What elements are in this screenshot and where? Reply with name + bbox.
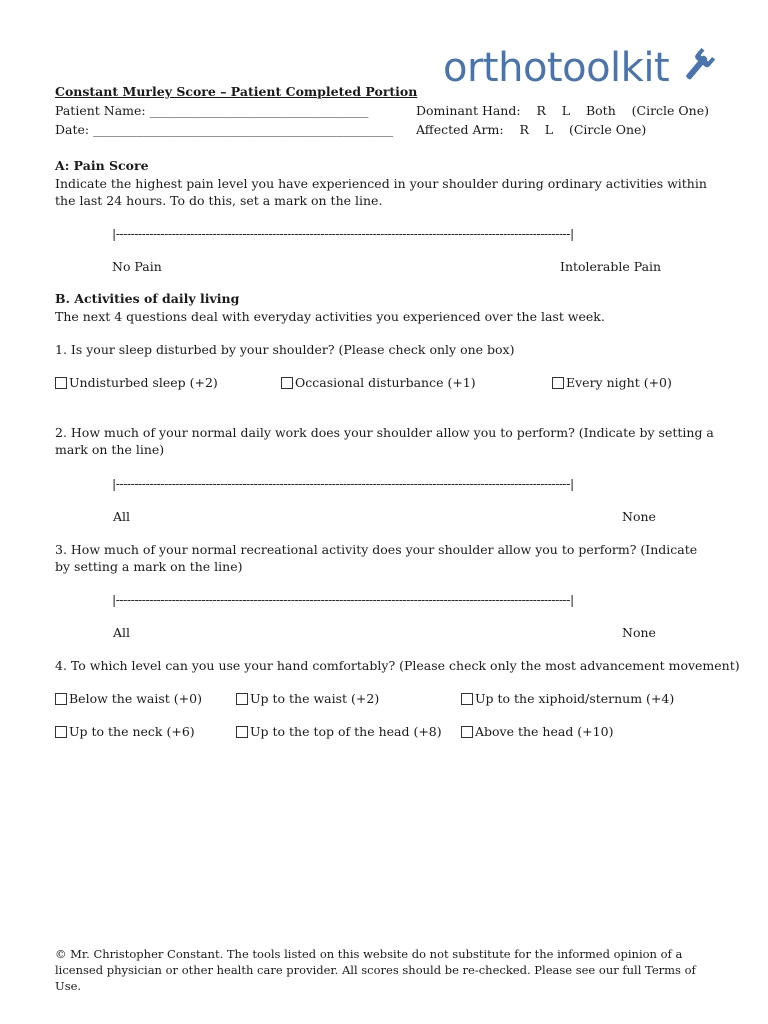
affected-arm-field[interactable]: Affected Arm: R L (Circle One) xyxy=(416,122,647,137)
checkbox[interactable] xyxy=(461,693,473,705)
question-4: 4. To which level can you use your hand comfortably? (Please check only the most advancement movement) xyxy=(55,658,740,673)
checkbox[interactable] xyxy=(236,693,248,705)
pain-score-heading: A: Pain Score xyxy=(55,158,149,173)
recreation-all-label: All xyxy=(113,625,131,640)
adl-intro: The next 4 questions deal with everyday activities you experienced over the last week. xyxy=(55,309,605,324)
patient-name-field[interactable]: Patient Name: ___________________________________ xyxy=(55,103,369,118)
question-1: 1. Is your sleep disturbed by your shoulder? (Please check only one box) xyxy=(55,342,515,357)
checkbox[interactable] xyxy=(281,377,293,389)
dominant-hand-field[interactable]: Dominant Hand: R L Both (Circle One) xyxy=(416,103,709,118)
hand-option-neck[interactable]: Up to the neck (+6) xyxy=(55,724,195,739)
pain-scale-line[interactable]: |--------------------------------------------------------------------------------------------------------------------------| xyxy=(112,226,574,241)
sleep-option-undisturbed[interactable]: Undisturbed sleep (+2) xyxy=(55,375,218,390)
checkbox[interactable] xyxy=(55,693,67,705)
question-3: 3. How much of your normal recreational activity does your shoulder allow you to perform? (Indicate by setting a mark on the line) xyxy=(55,542,698,574)
hand-option-above-head[interactable]: Above the head (+10) xyxy=(461,724,613,739)
daily-work-all-label: All xyxy=(113,509,131,524)
recreation-none-label: None xyxy=(622,625,656,640)
checkbox[interactable] xyxy=(55,377,67,389)
hand-option-xiphoid[interactable]: Up to the xiphoid/sternum (+4) xyxy=(461,691,674,706)
wrench-icon xyxy=(678,48,718,84)
no-pain-label: No Pain xyxy=(112,259,162,274)
checkbox[interactable] xyxy=(55,726,67,738)
date-field[interactable]: Date: ________________________________________________ xyxy=(55,122,394,137)
daily-work-scale-line[interactable]: |--------------------------------------------------------------------------------------------------------------------------| xyxy=(112,476,574,491)
recreation-scale-line[interactable]: |--------------------------------------------------------------------------------------------------------------------------| xyxy=(112,592,574,607)
form-title: Constant Murley Score – Patient Completed Portion xyxy=(55,84,418,99)
intolerable-pain-label: Intolerable Pain xyxy=(560,259,662,274)
checkbox[interactable] xyxy=(236,726,248,738)
hand-option-below-waist[interactable]: Below the waist (+0) xyxy=(55,691,202,706)
adl-heading: B. Activities of daily living xyxy=(55,291,240,306)
pain-score-instructions: Indicate the highest pain level you have experienced in your shoulder during ordinary activities within the last 24 hours. To do this, set a mark on the line. xyxy=(55,176,707,208)
checkbox[interactable] xyxy=(552,377,564,389)
checkbox[interactable] xyxy=(461,726,473,738)
question-2: 2. How much of your normal daily work does your shoulder allow you to perform? (Indicate by setting a mark on the line) xyxy=(55,425,714,457)
sleep-option-every-night[interactable]: Every night (+0) xyxy=(552,375,672,390)
daily-work-none-label: None xyxy=(622,509,656,524)
sleep-option-occasional[interactable]: Occasional disturbance (+1) xyxy=(281,375,476,390)
copyright-disclaimer: © Mr. Christopher Constant. The tools listed on this website do not substitute for the informed opinion of a licensed physician or other health care provider. All scores should be re-checked. Please see our full Terms of Use. xyxy=(55,947,696,993)
hand-option-top-of-head[interactable]: Up to the top of the head (+8) xyxy=(236,724,442,739)
orthotoolkit-logo: orthotoolkit xyxy=(443,45,670,91)
hand-option-waist[interactable]: Up to the waist (+2) xyxy=(236,691,379,706)
